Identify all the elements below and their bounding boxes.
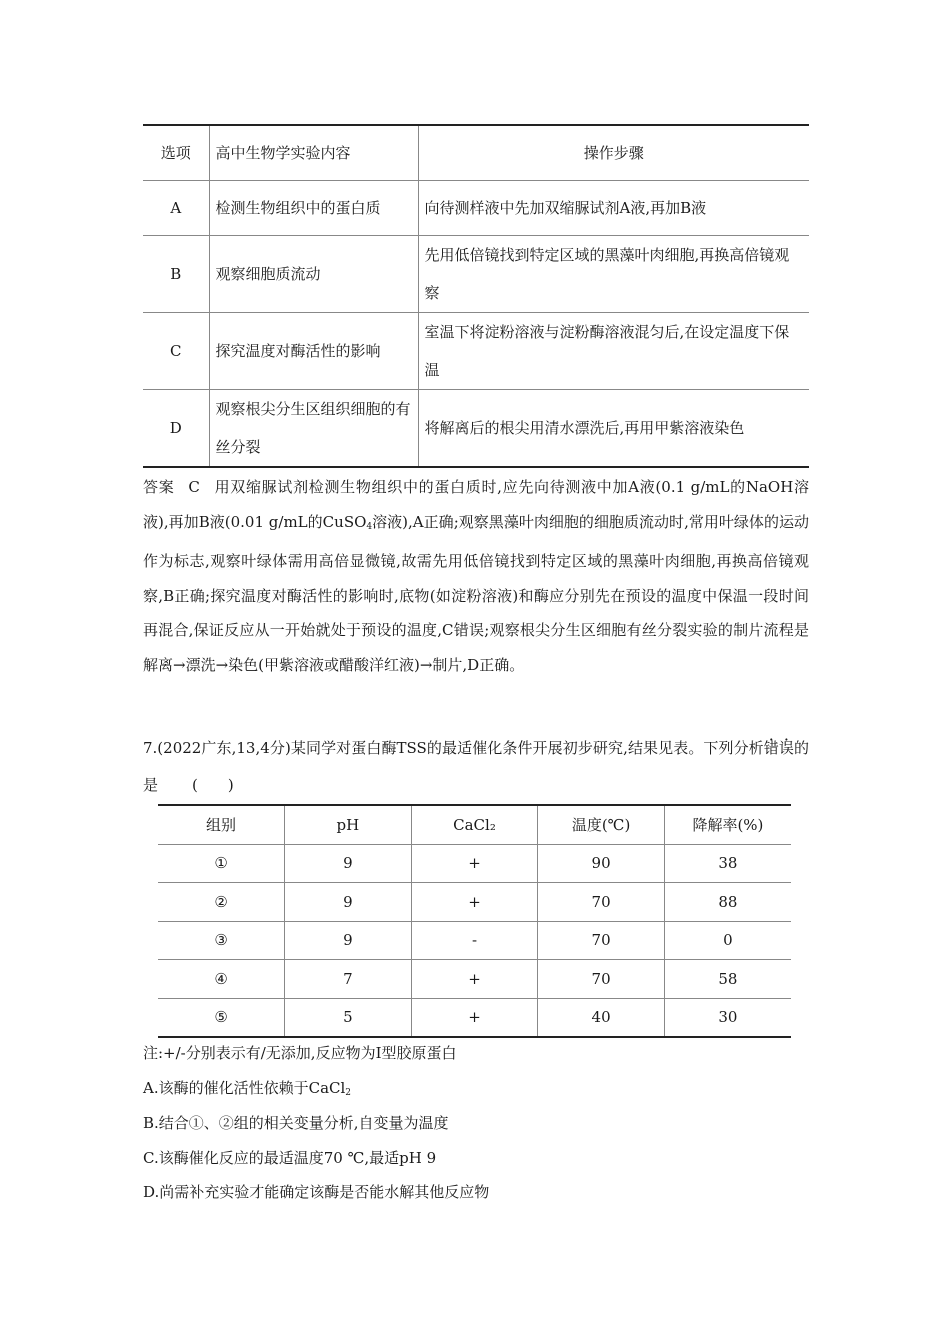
table-cell: 88 [664,883,791,922]
table-cell: 58 [664,960,791,999]
option-a-text: A.该酶的催化活性依赖于CaCl [143,1079,346,1097]
content-cell: 观察根尖分生区组织细胞的有丝分裂 [209,389,418,467]
table-cell: 38 [664,844,791,883]
table-cell: 70 [538,921,665,960]
table-cell: ② [158,883,285,922]
content-cell: 检测生物组织中的蛋白质 [209,180,418,235]
table-row [158,921,791,960]
table-header-row [158,805,791,844]
header-group: 组别 [158,805,285,844]
steps-cell: 先用低倍镜找到特定区域的黑藻叶肉细胞,再换高倍镜观察 [418,235,809,312]
answer-blank: ( ) [192,776,234,794]
answer-explanation [143,470,809,682]
header-option: 选项 [143,125,209,180]
table-note: 注:+/-分别表示有/无添加,反应物为Ⅰ型胶原蛋白 [143,1044,457,1062]
question-stem-text: 7.(2022广东,13,4分)某同学对蛋白酶TSS的最适催化条件开展初步研究,结果见表。下列分析 [143,739,764,757]
header-ph: pH [285,805,412,844]
steps-cell: 向待测样液中先加双缩脲试剂A液,再加B液 [418,180,809,235]
table-cell: + [411,844,538,883]
table-row [143,180,809,235]
table-cell: + [411,960,538,999]
answer-label: 答案 [143,478,175,496]
table-cell: ③ [158,921,285,960]
experiment-options-table [143,124,809,468]
enzyme-results-table [158,804,791,1038]
table-cell: 7 [285,960,412,999]
table-row [158,844,791,883]
option-cell: A [143,180,209,235]
table-cell: 40 [538,998,665,1037]
table-cell: 30 [664,998,791,1037]
answer-text-part1: 用双缩脲试剂检测生物组织中的蛋白质时,应先向待测液中加A液(0.1 g/mL的NaOH溶液),再加B液(0.01 g/mL的CuSO [143,478,809,531]
content-cell: 探究温度对酶活性的影响 [209,312,418,389]
table-cell: 0 [664,921,791,960]
option-cell: C [143,312,209,389]
answer-text-part2: 溶液),A正确;观察黑藻叶肉细胞的细胞质流动时,常用叶绿体的运动作为标志,观察叶绿体需用高倍显微镜,故需先用低倍镜找到特定区域的黑藻叶肉细胞,再换高倍镜观察,B正确;探究温度对酶活性的影响时,底物(如淀粉溶液)和酶应分别先在预设的温度中保温一段时间再混合,保证反应从一开始就处于预设的温度,C错误;观察根尖分生区细胞有丝分裂实验的制片流程是解离→漂洗→染色(甲紫溶液或醋酸洋红液)→制片,D正确。 [143,512,809,674]
table-row [143,235,809,312]
table-cell: - [411,921,538,960]
table-cell: ⑤ [158,998,285,1037]
table-cell: ④ [158,960,285,999]
table-cell: ① [158,844,285,883]
table-row [158,883,791,922]
steps-cell: 将解离后的根尖用清水漂洗后,再用甲紫溶液染色 [418,389,809,467]
emphasis-char: 误 [778,739,794,757]
steps-cell: 室温下将淀粉溶液与淀粉酶溶液混匀后,在设定温度下保温 [418,312,809,389]
table-cell: 90 [538,844,665,883]
option-cell: B [143,235,209,312]
table-cell: 70 [538,960,665,999]
option-cell: D [143,389,209,467]
header-content: 高中生物学实验内容 [209,125,418,180]
header-temperature: 温度(℃) [538,805,665,844]
option-d: D.尚需补充实验才能确定该酶是否能水解其他反应物 [143,1183,490,1201]
table-cell: + [411,883,538,922]
table-cell: 5 [285,998,412,1037]
emphasis-char: 错 [763,739,779,757]
subscript: 2 [345,1088,352,1098]
table-cell: 70 [538,883,665,922]
subscript: 4 [366,521,373,532]
table-row [158,960,791,999]
header-cacl2: CaCl₂ [411,805,538,844]
header-degradation: 降解率(%) [664,805,791,844]
content-cell: 观察细胞质流动 [209,235,418,312]
table-row [158,998,791,1037]
option-b: B.结合①、②组的相关变量分析,自变量为温度 [143,1114,449,1132]
table-header-row [143,125,809,180]
answer-option: C [188,478,200,496]
option-a [143,1077,351,1098]
option-c: C.该酶催化反应的最适温度70 ℃,最适pH 9 [143,1149,437,1167]
table-cell: 9 [285,844,412,883]
header-steps: 操作步骤 [418,125,809,180]
question-stem-end: 的是 [143,739,809,794]
table-cell: 9 [285,883,412,922]
table-cell: + [411,998,538,1037]
table-row [143,312,809,389]
question-7-stem [143,730,809,804]
table-cell: 9 [285,921,412,960]
table-row [143,389,809,467]
